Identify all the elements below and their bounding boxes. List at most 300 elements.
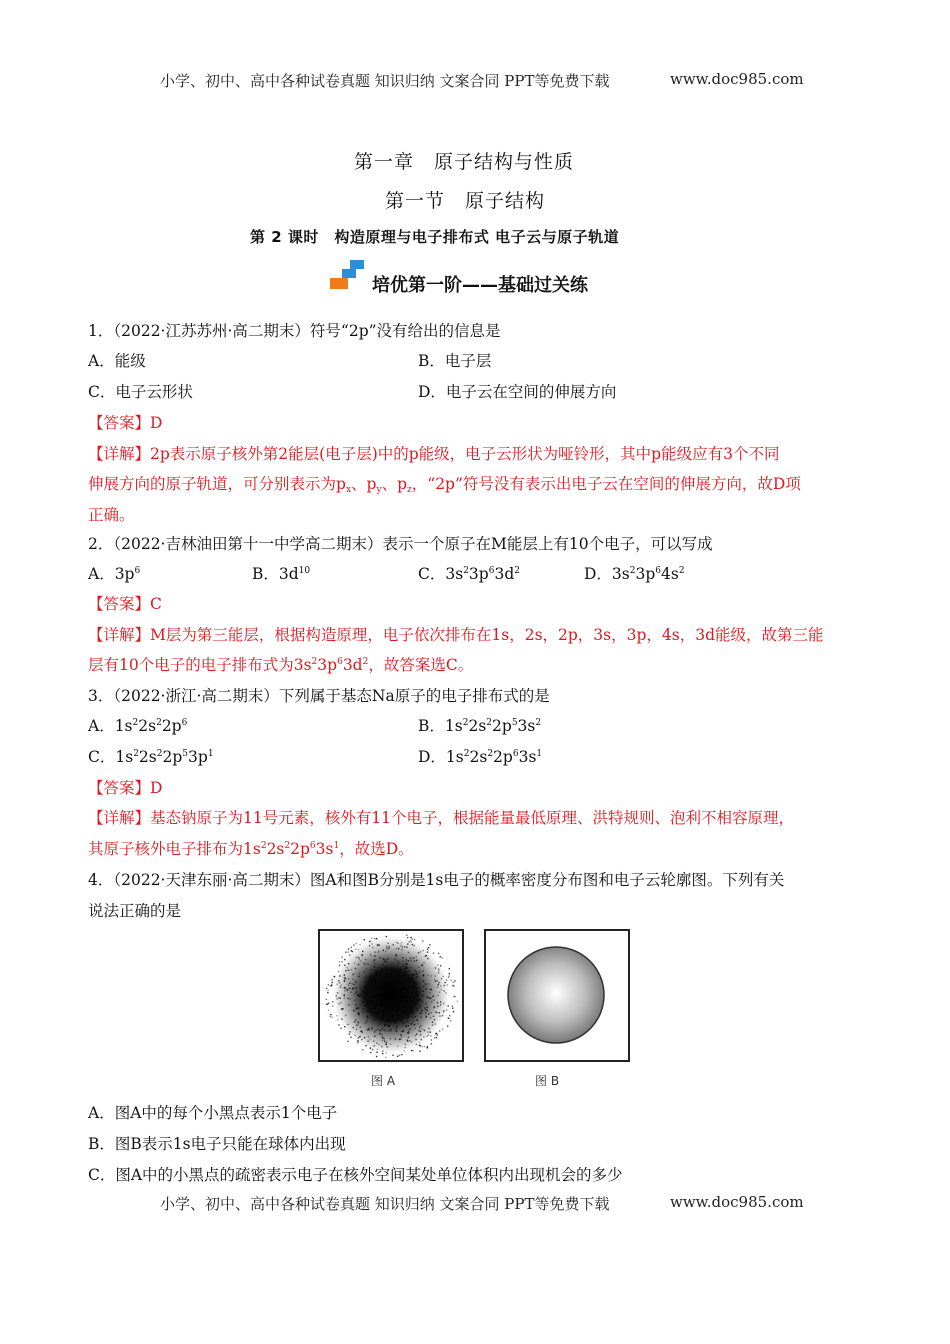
density-dot	[369, 976, 370, 977]
density-dot	[373, 987, 374, 988]
density-dot	[452, 1006, 453, 1007]
density-dot	[373, 1041, 374, 1042]
density-dot	[380, 957, 381, 958]
density-dot	[387, 958, 388, 959]
density-dot	[405, 980, 406, 981]
density-dot	[378, 952, 379, 953]
density-dot	[344, 974, 345, 975]
density-dot	[439, 1012, 440, 1013]
header-url[interactable]: www.doc985.com	[670, 70, 804, 88]
density-dot	[380, 1034, 381, 1035]
density-dot	[364, 1037, 365, 1038]
density-dot	[384, 973, 385, 974]
density-dot	[361, 1032, 362, 1033]
density-dot	[430, 1017, 431, 1018]
q3-answer	[88, 778, 162, 798]
density-dot	[379, 970, 380, 971]
density-dot	[352, 979, 353, 980]
density-dot	[442, 1015, 443, 1016]
density-dot	[448, 977, 449, 978]
density-dot	[400, 1034, 401, 1035]
density-dot	[339, 975, 340, 976]
density-dot	[443, 1011, 444, 1012]
q3-option-d: D．$1s^22s^22p^63s^1$	[418, 748, 543, 766]
density-dot	[373, 979, 374, 980]
density-dot	[428, 997, 429, 998]
q3-option-c: C．$1s^22s^22p^53p^1$	[88, 748, 214, 766]
density-dot	[388, 1027, 389, 1028]
density-dot	[399, 967, 400, 968]
density-dot	[392, 1008, 393, 1009]
density-dot	[419, 971, 420, 972]
answer-tag: 【答案】	[88, 595, 151, 613]
density-dot	[349, 1033, 350, 1034]
density-dot	[400, 969, 401, 970]
density-dot	[454, 996, 455, 997]
density-dot	[393, 985, 394, 986]
density-dot	[418, 1003, 419, 1004]
density-dot	[348, 998, 349, 999]
density-dot	[384, 1038, 385, 1039]
density-dot	[410, 1029, 411, 1030]
density-dot	[339, 982, 340, 983]
density-dot	[434, 979, 435, 980]
density-dot	[388, 1005, 389, 1006]
density-dot	[418, 987, 419, 988]
density-dot	[383, 975, 384, 976]
density-dot	[389, 972, 390, 973]
density-dot	[409, 1009, 410, 1010]
density-dot	[350, 1037, 351, 1038]
density-dot	[357, 994, 358, 995]
density-dot	[405, 1006, 406, 1007]
q2-detail-line2: 层有10个电子的电子排布式为$3s^23p^63d^2$，故答案选C。	[88, 656, 474, 674]
density-dot	[401, 985, 402, 986]
density-dot	[381, 1046, 382, 1047]
density-dot	[430, 975, 431, 976]
density-dot	[365, 959, 366, 960]
density-dot	[410, 999, 411, 1000]
density-dot	[372, 1010, 373, 1011]
density-dot	[418, 1023, 419, 1024]
density-dot	[395, 988, 396, 989]
density-dot	[359, 1007, 360, 1008]
density-dot	[399, 1006, 400, 1007]
density-dot	[416, 977, 417, 978]
density-dot	[403, 1050, 404, 1051]
density-dot	[390, 1038, 391, 1039]
q4-stem-line1: 4．（2022·天津东丽·高二期末）图A和图B分别是1s电子的概率密度分布图和电子云轮廓图。下列有关	[88, 871, 785, 889]
density-dot	[427, 951, 428, 952]
density-dot	[390, 1044, 391, 1045]
density-dot	[404, 977, 405, 978]
density-dot	[371, 969, 372, 970]
density-dot	[376, 938, 377, 939]
density-dot	[438, 969, 439, 970]
density-dot	[388, 948, 389, 949]
density-dot	[389, 994, 390, 995]
density-dot	[356, 1025, 357, 1026]
density-dot	[408, 970, 409, 971]
density-dot	[384, 1024, 385, 1025]
density-dot	[356, 1005, 357, 1006]
density-dot	[427, 974, 428, 975]
density-dot	[449, 1015, 450, 1016]
density-dot	[446, 979, 447, 980]
density-dot	[336, 998, 337, 999]
density-dot	[387, 1009, 388, 1010]
density-dot	[367, 1011, 368, 1012]
density-dot	[353, 984, 354, 985]
density-dot	[348, 948, 349, 949]
density-dot	[327, 992, 328, 993]
density-dot	[341, 985, 342, 986]
density-dot	[392, 1020, 393, 1021]
density-dot	[369, 1039, 370, 1040]
density-dot	[431, 1001, 432, 1002]
density-dot	[391, 982, 392, 983]
density-dot	[341, 961, 342, 962]
density-dot	[385, 1057, 386, 1058]
density-dot	[344, 1026, 345, 1027]
density-dot	[361, 992, 362, 993]
density-dot	[360, 1027, 361, 1028]
density-dot	[386, 1016, 387, 1017]
density-dot	[422, 940, 423, 941]
density-dot	[407, 995, 408, 996]
density-dot	[388, 1019, 389, 1020]
density-dot	[413, 974, 414, 975]
density-dot	[382, 1051, 383, 1052]
density-dot	[381, 982, 382, 983]
density-dot	[396, 980, 397, 981]
density-dot	[354, 962, 355, 963]
density-dot	[390, 985, 391, 986]
answer-value: C	[150, 595, 162, 613]
density-dot	[433, 996, 434, 997]
density-dot	[382, 1011, 383, 1012]
density-dot	[382, 1037, 383, 1038]
density-dot	[339, 965, 340, 966]
density-dot	[372, 1005, 373, 1006]
density-dot	[327, 990, 328, 991]
density-dot	[426, 988, 427, 989]
density-dot	[367, 1029, 368, 1030]
q2-answer	[88, 594, 162, 614]
density-dot	[407, 937, 408, 938]
density-dot	[386, 1013, 387, 1014]
density-dot	[354, 1021, 355, 1022]
density-dot	[388, 1004, 389, 1005]
density-dot	[344, 994, 345, 995]
q3-detail-line1	[88, 808, 794, 828]
density-dot	[434, 1019, 435, 1020]
density-dot	[406, 1000, 407, 1001]
density-dot	[414, 998, 415, 999]
density-dot	[404, 1022, 405, 1023]
density-dot	[408, 1037, 409, 1038]
density-dot	[457, 1001, 458, 1002]
density-dot	[384, 1010, 385, 1011]
density-dot	[371, 1029, 372, 1030]
density-dot	[357, 1012, 358, 1013]
density-dot	[425, 984, 426, 985]
density-dot	[386, 1042, 387, 1043]
density-dot	[437, 1034, 438, 1035]
density-dot	[392, 1055, 393, 1056]
density-dot	[431, 989, 432, 990]
density-dot	[422, 1010, 423, 1011]
density-dot	[409, 1003, 410, 1004]
density-dot	[362, 955, 363, 956]
density-dot	[407, 1040, 408, 1041]
density-dot	[375, 1030, 376, 1031]
density-dot	[345, 987, 346, 988]
density-dot	[336, 995, 337, 996]
density-dot	[407, 1010, 408, 1011]
density-dot	[453, 982, 454, 983]
density-dot	[453, 1011, 454, 1012]
density-dot	[338, 980, 339, 981]
density-dot	[397, 964, 398, 965]
density-dot	[416, 1034, 417, 1035]
density-dot	[386, 959, 387, 960]
density-dot	[352, 974, 353, 975]
density-dot	[402, 992, 403, 993]
density-dot	[353, 1010, 354, 1011]
density-dot	[360, 993, 361, 994]
density-dot	[399, 995, 400, 996]
density-dot	[387, 974, 388, 975]
density-dot	[380, 996, 381, 997]
density-dot	[435, 1023, 436, 1024]
density-dot	[423, 974, 424, 975]
density-dot	[411, 958, 412, 959]
density-dot	[381, 978, 382, 979]
density-dot	[403, 1012, 404, 1013]
density-dot	[401, 987, 402, 988]
density-dot	[372, 979, 373, 980]
density-dot	[405, 1025, 406, 1026]
detail-tag: 【详解】	[88, 626, 151, 644]
density-dot	[395, 1009, 396, 1010]
density-dot	[326, 999, 327, 1000]
density-dot	[362, 991, 363, 992]
density-dot	[410, 1006, 411, 1007]
density-dot	[361, 1039, 362, 1040]
density-dot	[371, 985, 372, 986]
density-dot	[359, 973, 360, 974]
density-dot	[382, 1035, 383, 1036]
density-dot	[391, 998, 392, 999]
density-dot	[385, 950, 386, 951]
density-dot	[357, 1041, 358, 1042]
density-dot	[345, 1015, 346, 1016]
density-dot	[422, 995, 423, 996]
density-dot	[368, 1029, 369, 1030]
density-dot	[358, 957, 359, 958]
density-dot	[435, 1011, 436, 1012]
density-dot	[406, 960, 407, 961]
density-dot	[382, 999, 383, 1000]
density-dot	[362, 1012, 363, 1013]
density-dot	[412, 1013, 413, 1014]
density-dot	[416, 1000, 417, 1001]
density-dot	[396, 984, 397, 985]
density-dot	[348, 1004, 349, 1005]
density-dot	[359, 944, 360, 945]
density-dot	[437, 1006, 438, 1007]
density-dot	[440, 986, 441, 987]
density-dot	[365, 1005, 366, 1006]
density-dot	[423, 990, 424, 991]
density-dot	[438, 982, 439, 983]
density-dot	[402, 1013, 403, 1014]
density-dot	[377, 1013, 378, 1014]
density-dot	[387, 994, 388, 995]
density-dot	[399, 1055, 400, 1056]
density-dot	[347, 989, 348, 990]
density-dot	[398, 972, 399, 973]
density-dot	[427, 1036, 428, 1037]
density-dot	[377, 985, 378, 986]
density-dot	[440, 1004, 441, 1005]
density-dot	[397, 1056, 398, 1057]
density-dot	[410, 937, 411, 938]
density-dot	[384, 961, 385, 962]
density-dot	[420, 1031, 421, 1032]
subscript: x	[345, 485, 352, 495]
footer-url[interactable]: www.doc985.com	[670, 1193, 804, 1211]
q4-option-c: C．图A中的小黑点的疏密表示电子在核外空间某处单位体积内出现机会的多少	[88, 1166, 623, 1184]
density-dot	[358, 1022, 359, 1023]
density-dot	[378, 1044, 379, 1045]
density-dot	[396, 942, 397, 943]
density-dot	[391, 1029, 392, 1030]
density-dot	[368, 1003, 369, 1004]
density-dot	[388, 1016, 389, 1017]
detail-text: 伸展方向的原子轨道，可分别表示为p	[88, 475, 346, 493]
density-dot	[353, 987, 354, 988]
density-dot	[385, 1013, 386, 1014]
density-dot	[364, 964, 365, 965]
density-dot	[391, 994, 392, 995]
density-dot	[400, 1003, 401, 1004]
density-dot	[394, 1005, 395, 1006]
density-dot	[397, 960, 398, 961]
density-dot	[381, 988, 382, 989]
density-dot	[362, 990, 363, 991]
density-dot	[340, 987, 341, 988]
density-dot	[447, 1026, 448, 1027]
density-dot	[374, 1031, 375, 1032]
density-dot	[387, 1011, 388, 1012]
density-dot	[416, 1020, 417, 1021]
density-dot	[360, 1005, 361, 1006]
density-dot	[443, 990, 444, 991]
density-dot	[416, 993, 417, 994]
density-dot	[415, 995, 416, 996]
density-dot	[420, 1005, 421, 1006]
density-dot	[412, 938, 413, 939]
density-dot	[415, 1035, 416, 1036]
density-dot	[419, 1027, 420, 1028]
density-dot	[380, 995, 381, 996]
density-dot	[369, 945, 370, 946]
density-dot	[404, 966, 405, 967]
density-dot	[359, 958, 360, 959]
density-dot	[339, 998, 340, 999]
density-dot	[358, 1023, 359, 1024]
density-dot	[388, 992, 389, 993]
density-dot	[430, 1012, 431, 1013]
density-dot	[395, 979, 396, 980]
density-dot	[341, 1018, 342, 1019]
density-dot	[443, 1003, 444, 1004]
density-dot	[377, 944, 378, 945]
figure-b-caption: 图 B	[535, 1074, 560, 1088]
density-dot	[380, 1030, 381, 1031]
density-dot	[405, 989, 406, 990]
density-dot	[373, 984, 374, 985]
density-dot	[344, 977, 345, 978]
density-dot	[367, 1018, 368, 1019]
density-dot	[356, 957, 357, 958]
density-dot	[384, 1041, 385, 1042]
density-dot	[341, 1002, 342, 1003]
density-dot	[354, 993, 355, 994]
density-dot	[379, 988, 380, 989]
q3-option-a: A．$1s^22s^22p^6$	[88, 717, 188, 735]
density-dot	[383, 950, 384, 951]
density-dot	[397, 1046, 398, 1047]
density-dot	[365, 1023, 366, 1024]
density-dot	[401, 949, 402, 950]
density-dot	[407, 1001, 408, 1002]
density-dot	[374, 955, 375, 956]
density-dot	[438, 953, 439, 954]
density-dot	[371, 943, 372, 944]
density-dot	[402, 996, 403, 997]
density-dot	[390, 976, 391, 977]
density-dot	[415, 1028, 416, 1029]
density-dot	[364, 971, 365, 972]
density-dot	[433, 953, 434, 954]
density-dot	[430, 1035, 431, 1036]
density-dot	[349, 954, 350, 955]
density-dot	[432, 1022, 433, 1023]
density-dot	[354, 1000, 355, 1001]
density-dot	[401, 982, 402, 983]
density-dot	[371, 1027, 372, 1028]
density-dot	[402, 957, 403, 958]
density-dot	[415, 1016, 416, 1017]
density-dot	[413, 1020, 414, 1021]
density-dot	[342, 957, 343, 958]
density-dot	[435, 981, 436, 982]
density-dot	[358, 949, 359, 950]
density-dot	[399, 991, 400, 992]
density-dot	[419, 1007, 420, 1008]
density-dot	[376, 1056, 377, 1057]
density-dot	[365, 1009, 366, 1010]
density-dot	[422, 970, 423, 971]
density-dot	[353, 945, 354, 946]
density-dot	[356, 1008, 357, 1009]
density-dot	[384, 988, 385, 989]
density-dot	[425, 1012, 426, 1013]
density-dot	[409, 1040, 410, 1041]
